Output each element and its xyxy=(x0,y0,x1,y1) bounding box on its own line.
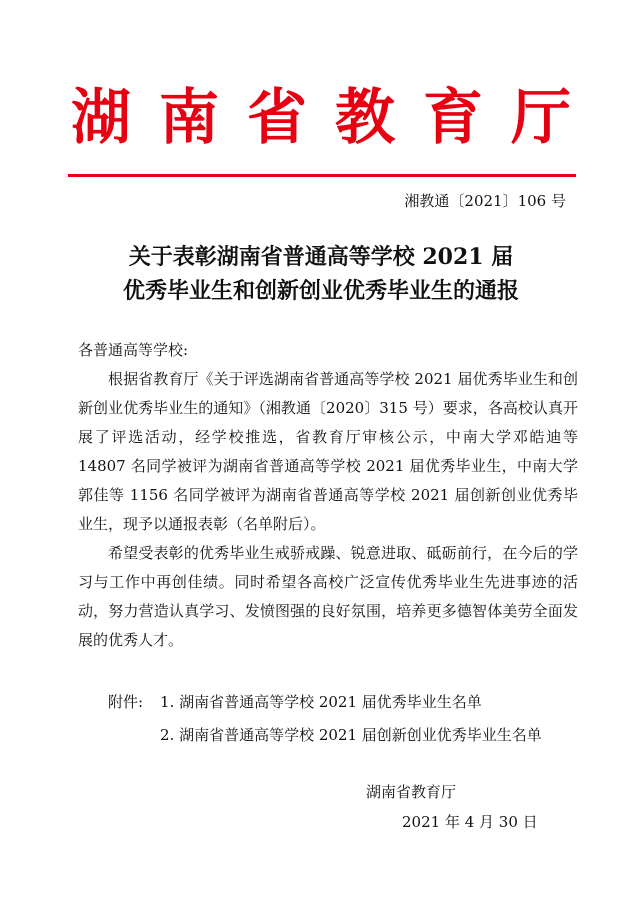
salutation: 各普通高等学校: xyxy=(78,341,189,359)
attachment-row-1 xyxy=(108,686,542,719)
red-divider-rule xyxy=(68,174,576,177)
document-number: 湘教通〔2021〕106 号 xyxy=(404,192,566,210)
document-title xyxy=(0,240,642,308)
attachments-label: 附件: xyxy=(108,693,144,711)
org-header-title: 湖南省教育厅 xyxy=(71,83,599,153)
attachment-item-1: 1. 湖南省普通高等学校 2021 届优秀毕业生名单 xyxy=(160,693,482,711)
document-body xyxy=(78,336,578,655)
body-paragraph-2: 希望受表彰的优秀毕业生戒骄戒躁、锐意进取、砥砺前行，在今后的学习与工作中再创佳绩。同时希望各高校广泛宣传优秀毕业生先进事迹的活动，努力营造认真学习、发愤图强的良好氛围，培养更多德智体美劳全面发展的优秀人才。 xyxy=(78,544,578,649)
attachment-item-2: 2. 湖南省普通高等学校 2021 届创新创业优秀毕业生名单 xyxy=(160,726,542,744)
body-paragraph-1: 根据省教育厅《关于评选湖南省普通高等学校 2021 届优秀毕业生和创新创业优秀毕业生的通知》（湘教通〔2020〕315 号）要求，各高校认真开展了评选活动，经学校推选，省教育厅审核公示，中南大学邓皓迪等 14807 名同学被评为湖南省普通高等学校 2021 届优秀毕业生，中南大学郭佳等 1156 名同学被评为湖南省普通高等学校 2021 届创新创业优秀毕业生，现予以通报表彰（名单附后）。 xyxy=(78,370,578,533)
signature-org: 湖南省教育厅 xyxy=(366,783,457,801)
attachment-row-2 xyxy=(108,719,542,752)
attachment-indent xyxy=(108,719,160,752)
title-line-2: 优秀毕业生和创新创业优秀毕业生的通报 xyxy=(122,278,519,304)
signature-date: 2021 年 4 月 30 日 xyxy=(402,813,538,831)
title-line-1: 关于表彰湖南省普通高等学校 2021 届 xyxy=(128,244,514,270)
attachments-list xyxy=(108,686,542,752)
